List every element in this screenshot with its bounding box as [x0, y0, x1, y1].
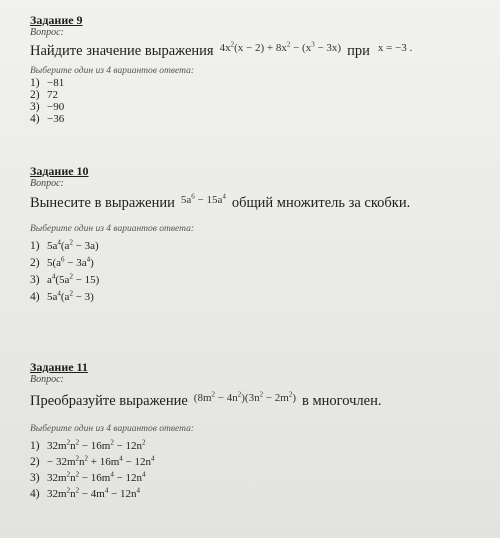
task-11: [30, 361, 495, 502]
task-11-question-label: Вопрос:: [30, 374, 64, 385]
task-10-option-1-formula: $5a^4(a^2 - 3a)$: [47, 237, 99, 252]
task-9-question-label: Вопрос:: [30, 27, 64, 38]
task-10: [30, 165, 495, 305]
task-10-question-suffix: общий множитель за скобки.: [231, 195, 411, 211]
task-11-question: [30, 392, 495, 410]
task-9-option-1[interactable]: 1) −81: [30, 77, 65, 89]
task-11-option-1-formula: $32m^2n^2 - 16m^2 - 12n^2$: [47, 438, 146, 452]
task-11-option-3[interactable]: 3) $32m^2n^2 - 16m^4 - 12n^4$: [30, 470, 146, 484]
task-10-question: [30, 194, 495, 212]
task-10-option-3[interactable]: 3) $a^4(5a^2 - 15)$: [30, 271, 100, 286]
task-9-instruction: Выберите один из 4 вариантов ответа:: [30, 66, 195, 76]
task-10-option-2[interactable]: 2) $5(a^6 - 3a^4)$: [30, 254, 94, 269]
task-10-question-prefix: Вынесите в выражении: [30, 195, 175, 211]
task-11-option-2[interactable]: 2) − $32m^2n^2 + 16m^4 - 12n^4$: [30, 454, 155, 468]
task-11-option-1[interactable]: 1) $32m^2n^2 - 16m^2 - 12n^2$: [30, 438, 146, 452]
task-9-condition: x = −3 .: [377, 42, 413, 54]
task-11-option-4[interactable]: 4) $32m^2n^2 - 4m^4 - 12n^4$: [30, 486, 141, 500]
task-11-option-2-formula: − $32m^2n^2 + 16m^4 - 12n^4$: [47, 454, 155, 468]
task-10-option-3-formula: $a^4(5a^2 - 15)$: [47, 271, 100, 286]
task-9-options: [30, 77, 495, 125]
task-9-option-3[interactable]: 3) −90: [30, 101, 65, 113]
task-10-option-1[interactable]: 1) $5a^4(a^2 - 3a)$: [30, 237, 99, 252]
task-11-options: [30, 438, 495, 502]
task-11-question-prefix: Преобразуйте выражение: [30, 393, 188, 409]
task-10-question-label: Вопрос:: [30, 178, 64, 189]
task-11-title: Задание 11: [30, 360, 88, 374]
task-9-question: [30, 42, 495, 60]
task-10-option-4-formula: $5a^4(a^2 - 3)$: [47, 288, 94, 303]
task-9-formula: $4x^2(x - 2) + 8x^2 - (x^3 - 3x)$: [219, 40, 342, 54]
task-11-question-suffix: в многочлен.: [302, 393, 382, 409]
task-10-instruction: Выберите один из 4 вариантов ответа:: [30, 224, 195, 234]
task-9-question-suffix: при: [347, 43, 370, 59]
task-11-option-3-formula: $32m^2n^2 - 16m^4 - 12n^4$: [47, 470, 146, 484]
task-10-option-4[interactable]: 4) $5a^4(a^2 - 3)$: [30, 288, 94, 303]
task-9-question-prefix: Найдите значение выражения: [30, 43, 214, 59]
task-10-options: [30, 237, 495, 305]
task-9-option-4[interactable]: 4) −36: [30, 113, 65, 125]
task-9-title: Задание 9: [30, 13, 83, 27]
task-11-option-4-formula: $32m^2n^2 - 4m^4 - 12n^4$: [47, 486, 141, 500]
task-11-instruction: Выберите один из 4 вариантов ответа:: [30, 424, 195, 434]
task-11-formula: $(8m^2 - 4n^2)(3n^2 - 2m^2)$: [193, 390, 297, 404]
task-9: [30, 14, 495, 125]
task-10-title: Задание 10: [30, 164, 89, 178]
task-9-option-2[interactable]: 2) 72: [30, 89, 58, 101]
task-10-option-2-formula: $5(a^6 - 3a^4)$: [47, 254, 94, 269]
task-10-formula: $5a^6 - 15a^4$: [180, 192, 226, 206]
